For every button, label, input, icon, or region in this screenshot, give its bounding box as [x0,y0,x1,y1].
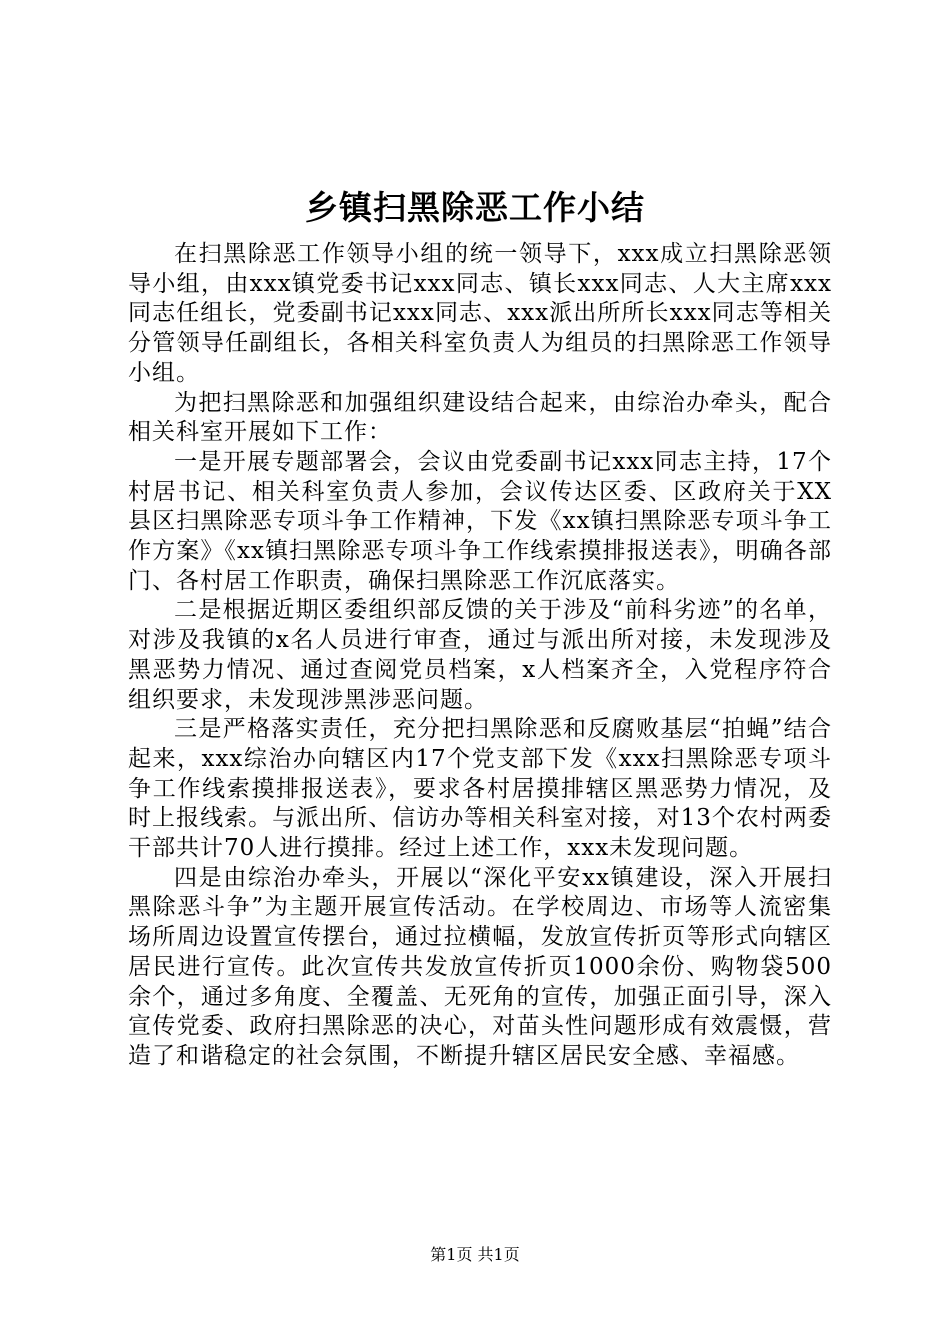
paragraph-item-one: 一是开展专题部署会，会议由党委副书记xxx同志主持，17个村居书记、相关科室负责人参加，会议传达区委、区政府关于XX县区扫黑除恶专项斗争工作精神，下发《xx镇扫黑除恶专项斗争工作方案》《xx镇扫黑除恶专项斗争工作线索摸排报送表》，明确各部门、各村居工作职责，确保扫黑除恶工作沉底落实。 [128,448,832,594]
paragraph-work-intro: 为把扫黑除恶和加强组织建设结合起来，由综治办牵头，配合相关科室开展如下工作： [128,389,832,446]
document-title: 乡镇扫黑除恶工作小结 [305,188,645,227]
paragraph-item-three: 三是严格落实责任，充分把扫黑除恶和反腐败基层“拍蝇”结合起来，xxx综治办向辖区内17个党支部下发《xxx扫黑除恶专项斗争工作线索摸排报送表》，要求各村居摸排辖区黑恶势力情况，及时上报线索。与派出所、信访办等相关科室对接，对13个农村两委干部共计70人进行摸排。经过上述工作，xxx未发现问题。 [128,716,832,862]
paragraph-leadership-group: 在扫黑除恶工作领导小组的统一领导下，xxx成立扫黑除恶领导小组，由xxx镇党委书记xxx同志、镇长xxx同志、人大主席xxx同志任组长，党委副书记xxx同志、xxx派出所所长xxx同志等相关分管领导任副组长，各相关科室负责人为组员的扫黑除恶工作领导小组。 [128,241,832,386]
document-body [128,240,832,1072]
paragraph-item-two: 二是根据近期区委组织部反馈的关于涉及“前科劣迹”的名单，对涉及我镇的x名人员进行审查，通过与派出所对接，未发现涉及黑恶势力情况、通过查阅党员档案，x人档案齐全，入党程序符合组织要求，未发现涉黑涉恶问题。 [128,597,832,713]
page-footer: 第1页 共1页 [430,1245,520,1264]
paragraph-item-four: 四是由综治办牵头，开展以“深化平安xx镇建设，深入开展扫黑除恶斗争”为主题开展宣传活动。在学校周边、市场等人流密集场所周边设置宣传摆台，通过拉横幅，发放宣传折页等形式向辖区居民进行宣传。此次宣传共发放宣传折页1000余份、购物袋500余个，通过多角度、全覆盖、无死角的宣传，加强正面引导，深入宣传党委、政府扫黑除恶的决心，对苗头性问题形成有效震慑，营造了和谐稳定的社会氛围，不断提升辖区居民安全感、幸福感。 [128,864,832,1069]
